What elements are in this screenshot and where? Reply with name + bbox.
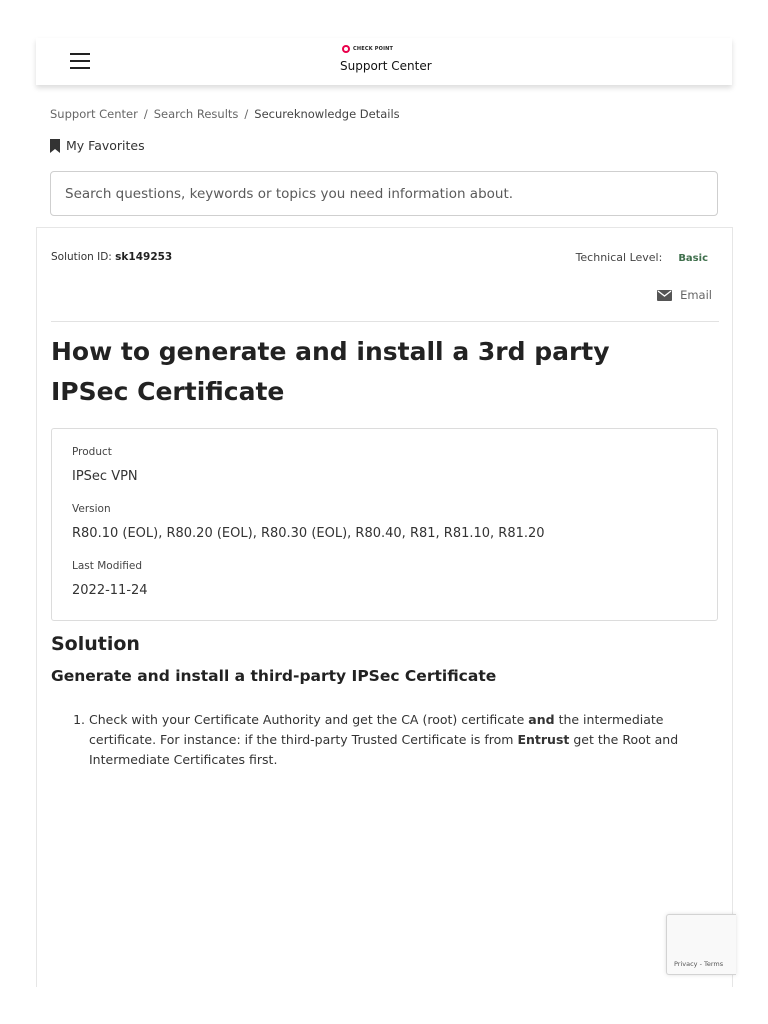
hamburger-menu-icon[interactable] (70, 53, 90, 69)
recaptcha-badge[interactable] (666, 914, 736, 975)
email-button[interactable] (657, 288, 712, 302)
product-label: Product (72, 446, 112, 458)
envelope-icon (657, 290, 672, 301)
last-modified-label: Last Modified (72, 560, 143, 572)
step-text: get the Root and Intermediate Certificates first. (89, 732, 679, 767)
support-center-title: Support Center (340, 59, 432, 73)
article-title: How to generate and install a 3rd party IPSec Certificate (51, 337, 610, 406)
solution-subheading: Generate and install a third-party IPSec Certificate (51, 667, 497, 685)
product-value: IPSec VPN (72, 469, 138, 484)
top-header (36, 38, 732, 85)
last-modified-value: 2022-11-24 (72, 583, 148, 598)
divider (51, 321, 719, 322)
technical-level (576, 251, 708, 264)
breadcrumb-search-results[interactable]: Search Results (153, 107, 239, 121)
bookmark-icon (50, 139, 60, 153)
breadcrumb-current: Secureknowledge Details (254, 107, 400, 121)
checkpoint-logo[interactable] (340, 43, 460, 79)
version-value: R80.10 (EOL), R80.20 (EOL), R80.30 (EOL), R80.40, R81, R81.10, R81.20 (72, 526, 545, 541)
step-bold-and: and (528, 712, 555, 727)
technical-level-value: Basic (678, 253, 708, 264)
search-input[interactable] (65, 186, 717, 202)
solution-id-value: sk149253 (115, 251, 173, 263)
step-text: the intermediate certificate. For instance: if the third-party Trusted Certificate is from (89, 712, 664, 747)
article-card (36, 227, 733, 987)
step-bold-entrust: Entrust (517, 732, 570, 747)
breadcrumb: Support Center / Search Results / Secureknowledge Details (50, 107, 400, 121)
my-favorites-label: My Favorites (66, 138, 145, 153)
logo-brand-text: CHECK POINT (353, 46, 394, 52)
article-meta-box (51, 428, 718, 621)
search-box (50, 171, 718, 216)
step-text: Check with your Certificate Authority and get the CA (root) certificate (89, 712, 529, 727)
version-label: Version (72, 503, 111, 515)
email-label: Email (680, 288, 712, 302)
solution-id (51, 251, 172, 263)
technical-level-label: Technical Level: (575, 251, 663, 264)
my-favorites-link[interactable] (50, 138, 145, 153)
solution-heading: Solution (51, 633, 140, 655)
solution-id-label: Solution ID: (51, 251, 116, 263)
recaptcha-privacy-terms[interactable]: Privacy - Terms (674, 960, 724, 968)
list-item (89, 710, 719, 770)
breadcrumb-support-center[interactable]: Support Center (50, 107, 138, 121)
checkpoint-logo-icon (342, 45, 350, 53)
solution-steps (89, 710, 719, 770)
